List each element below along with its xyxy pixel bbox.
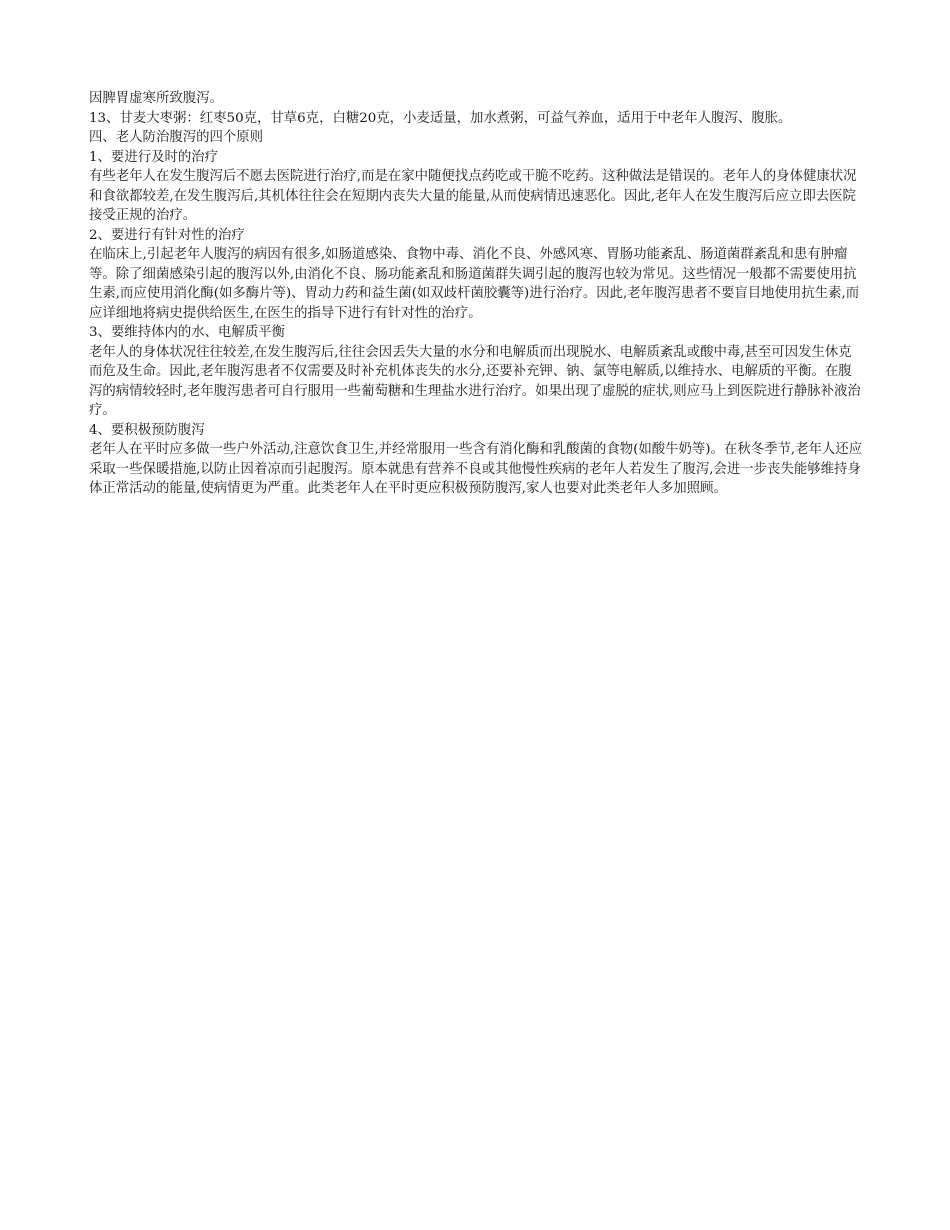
document-page: [89, 89, 864, 499]
principle-2-heading: 2、要进行有针对性的治疗: [89, 227, 245, 243]
principle-3-body: 老年人的身体状况往往较差,在发生腹泻后,往往会因丢失大量的水分和电解质而出现脱水、电解质紊乱或酸中毒,甚至可因发生休克而危及生命。因此,老年腹泻患者不仅需要及时补充机体丧失的水分,还要补充钾、钠、氯等电解质,以维持水、电解质的平衡。在腹泻的病情较轻时,老年腹泻患者可自行服用一些葡萄糖和生理盐水进行治疗。如果出现了虚脱的症状,则应马上到医院进行静脉补液治疗。: [89, 344, 861, 418]
recipe-13-paragraph: 13、甘麦大枣粥：红枣50克，甘草6克，白糖20克，小麦适量，加水煮粥，可益气养血，适用于中老年人腹泻、腹胀。: [89, 110, 792, 126]
section-title: 四、老人防治腹泻的四个原则: [89, 130, 264, 145]
principle-4-heading: 4、要积极预防腹泻: [89, 422, 205, 438]
principle-2-body: 在临床上,引起老年人腹泻的病因有很多,如肠道感染、食物中毒、消化不良、外感风寒、胃肠功能紊乱、肠道菌群紊乱和患有肿瘤等。除了细菌感染引起的腹泻以外,由消化不良、肠功能紊乱和肠道菌群失调引起的腹泻也较为常见。这些情况一般都不需要使用抗生素,而应使用消化酶(如多酶片等)、胃动力药和益生菌(如双歧杆菌胶囊等)进行治疗。因此,老年腹泻患者不要盲目地使用抗生素,而应详细地将病史提供给医生,在医生的指导下进行有针对性的治疗。: [89, 247, 860, 321]
principle-3-heading: 3、要维持体内的水、电解质平衡: [89, 325, 285, 340]
intro-tail-paragraph: 因脾胃虚寒所致腹泻。: [89, 91, 223, 106]
principle-4-body: 老年人在平时应多做一些户外活动,注意饮食卫生,并经常服用一些含有消化酶和乳酸菌的食物(如酸牛奶等)。在秋冬季节,老年人还应采取一些保暖措施,以防止因着凉而引起腹泻。原本就患有营养不良或其他慢性疾病的老年人若发生了腹泻,会进一步丧失能够维持身体正常活动的能量,使病情更为严重。此类老年人在平时更应积极预防腹泻,家人也要对此类老年人多加照顾。: [89, 442, 863, 496]
principle-1-body: 有些老年人在发生腹泻后不愿去医院进行治疗,而是在家中随便找点药吃或干脆不吃药。这种做法是错误的。老年人的身体健康状况和食欲都较差,在发生腹泻后,其机体往往会在短期内丧失大量的能量,从而使病情迅速恶化。因此,老年人在发生腹泻后应立即去医院接受正规的治疗。: [89, 169, 857, 223]
principle-1-heading: 1、要进行及时的治疗: [89, 149, 219, 165]
